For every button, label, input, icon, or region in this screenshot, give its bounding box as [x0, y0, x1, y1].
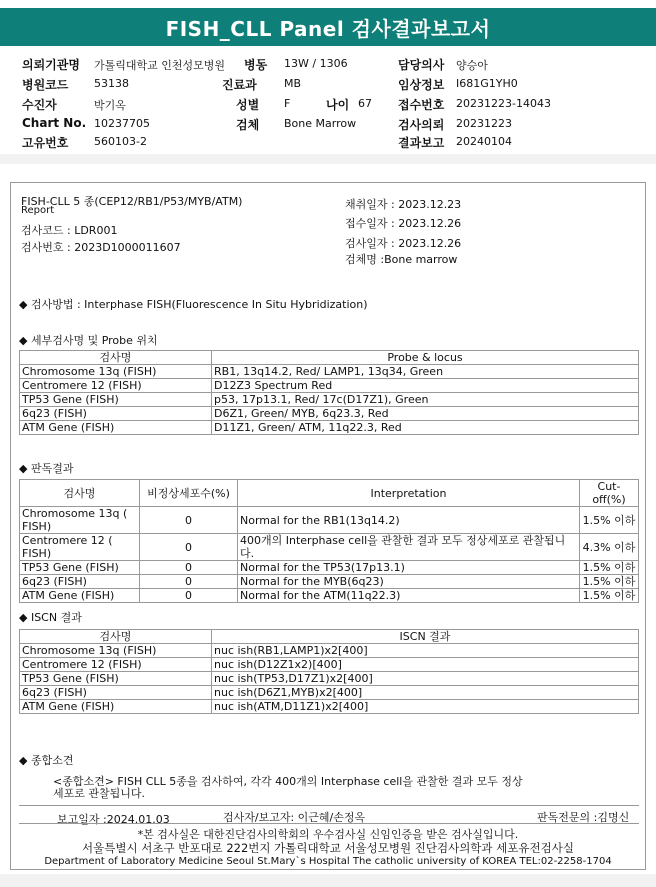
table-row [20, 686, 639, 700]
result-table [19, 479, 639, 603]
certification-text: *본 검사실은 대한진단검사의학회의 우수검사실 신임인증을 받은 검사실입니다. [137, 828, 519, 841]
table-cell: Chromosome 13q ( FISH) [20, 507, 140, 534]
table-cell: ATM Gene (FISH) [20, 421, 212, 435]
table-cell: nuc ish(ATM,D11Z1)x2[400] [212, 700, 639, 714]
column-header: 검사명 [20, 351, 212, 365]
footer-divider-2 [19, 823, 639, 824]
column-header: Probe & locus [212, 351, 639, 365]
request-label: 검사의뢰 [398, 118, 445, 132]
lab-department: Department of Laboratory Medicine Seoul St.Mary`s Hospital The catholic university of KOREA TEL:02-2258-1704 [44, 856, 612, 867]
table-cell: D12Z3 Spectrum Red [212, 379, 639, 393]
table-row [20, 575, 639, 589]
result-section-title: ◆ 판독결과 [19, 462, 74, 475]
unique-value: 560103-2 [94, 135, 147, 148]
ward-label: 병동 [244, 58, 268, 72]
clinical-label: 임상정보 [398, 78, 445, 92]
table-row [20, 365, 639, 379]
chart-value: 10237705 [94, 117, 150, 130]
table-cell: Normal for the RB1(13q14.2) [238, 507, 580, 534]
report-name-sub: Report [21, 205, 55, 216]
table-cell: TP53 Gene (FISH) [20, 561, 140, 575]
table-cell: Chromosome 13q (FISH) [20, 644, 212, 658]
dept-label: 진료과 [222, 78, 257, 92]
table-cell: Chromosome 13q (FISH) [20, 365, 212, 379]
column-header: Interpretation [238, 480, 580, 507]
sex-value: F [284, 97, 291, 110]
table-cell: 6q23 (FISH) [20, 575, 140, 589]
table-header-row [20, 630, 639, 644]
clinical-value: I681G1YH0 [456, 77, 518, 90]
specialist: 판독전문의 :김명신 [537, 811, 630, 824]
summary-text-line1: <종합소견> FISH CLL 5종을 검사하여, 각각 400개의 Interphase cell을 관찰한 결과 모두 정상 [53, 775, 523, 788]
table-cell: 1.5% 이하 [580, 575, 639, 589]
table-row [20, 379, 639, 393]
institution-label: 의뢰기관명 [22, 58, 80, 72]
table-row [20, 561, 639, 575]
table-row [20, 644, 639, 658]
iscn-section-title: ◆ ISCN 결과 [19, 611, 82, 624]
column-header: ISCN 결과 [212, 630, 639, 644]
collect-date: 채취일자 : 2023.12.23 [345, 198, 462, 211]
probe-section-title: ◆ 세부검사명 및 Probe 위치 [19, 334, 158, 347]
column-header: 검사명 [20, 480, 140, 507]
doctor-value: 양승아 [456, 59, 488, 72]
table-cell: RB1, 13q14.2, Red/ LAMP1, 13q34, Green [212, 365, 639, 379]
result-value: 20240104 [456, 135, 512, 148]
table-cell: 0 [140, 507, 238, 534]
table-row [20, 407, 639, 421]
table-cell: 1.5% 이하 [580, 589, 639, 603]
hospital-code-label: 병원코드 [22, 78, 69, 92]
result-label: 결과보고 [398, 136, 445, 150]
method-text: ◆ 검사방법 : Interphase FISH(Fluorescence In Situ Hybridization) [19, 298, 368, 311]
patient-value: 박기옥 [94, 99, 126, 112]
doctor-label: 담당의사 [398, 58, 445, 72]
receive-date: 접수일자 : 2023.12.26 [345, 217, 462, 230]
divider-band [0, 154, 656, 164]
table-cell: Normal for the MYB(6q23) [238, 575, 580, 589]
table-row [20, 507, 639, 534]
table-cell: 0 [140, 534, 238, 561]
table-cell: ATM Gene (FISH) [20, 589, 140, 603]
column-header: 검사명 [20, 630, 212, 644]
dept-value: MB [284, 77, 302, 90]
table-row [20, 534, 639, 561]
table-cell: p53, 17p13.1, Red/ 17c(D17Z1), Green [212, 393, 639, 407]
unique-label: 고유번호 [22, 136, 69, 150]
table-cell: 0 [140, 561, 238, 575]
table-cell: nuc ish(D6Z1,MYB)x2[400] [212, 686, 639, 700]
table-header-row [20, 480, 639, 507]
table-cell: 0 [140, 589, 238, 603]
table-cell: 6q23 (FISH) [20, 686, 212, 700]
report-name: FISH-CLL 5 종(CEP12/RB1/P53/MYB/ATM) [21, 195, 243, 208]
report-title: FISH_CLL Panel 검사결과보고서 [0, 8, 656, 46]
table-cell: nuc ish(RB1,LAMP1)x2[400] [212, 644, 639, 658]
table-cell: D11Z1, Green/ ATM, 11q22.3, Red [212, 421, 639, 435]
table-row [20, 393, 639, 407]
hospital-code-value: 53138 [94, 77, 129, 90]
table-cell: D6Z1, Green/ MYB, 6q23.3, Red [212, 407, 639, 421]
table-cell: ATM Gene (FISH) [20, 700, 212, 714]
patient-label: 수진자 [22, 98, 57, 112]
table-row [20, 700, 639, 714]
reporter: 검사자/보고자: 이근혜/손정옥 [223, 811, 366, 824]
probe-table [19, 350, 639, 435]
table-cell: 400개의 Interphase cell을 관찰한 결과 모두 정상세포로 관찰됩니다. [238, 534, 580, 561]
test-number: 검사번호 : 2023D1000011607 [21, 241, 181, 254]
column-header: Cut-off(%) [580, 480, 639, 507]
table-cell: Centromere 12 ( FISH) [20, 534, 140, 561]
sex-label: 성별 [236, 98, 260, 112]
table-cell: 1.5% 이하 [580, 507, 639, 534]
request-value: 20231223 [456, 117, 512, 130]
specimen-value: Bone Marrow [284, 117, 357, 130]
table-cell: Centromere 12 (FISH) [20, 379, 212, 393]
table-row [20, 672, 639, 686]
table-header-row [20, 351, 639, 365]
lab-address: 서울특별시 서초구 반포대로 222번지 가톨릭대학교 서울성모병원 진단검사의학과 세포유전검사실 [82, 841, 574, 855]
table-cell: 6q23 (FISH) [20, 407, 212, 421]
table-cell: TP53 Gene (FISH) [20, 393, 212, 407]
table-cell: Normal for the TP53(17p13.1) [238, 561, 580, 575]
table-cell: TP53 Gene (FISH) [20, 672, 212, 686]
age-value: 67 [358, 97, 372, 110]
receipt-label: 접수번호 [398, 98, 445, 112]
report-box [10, 182, 646, 870]
summary-section-title: ◆ 종합소견 [19, 754, 74, 767]
footer-divider [19, 805, 639, 806]
table-cell: nuc ish(TP53,D17Z1)x2[400] [212, 672, 639, 686]
table-row [20, 421, 639, 435]
bottom-band [0, 874, 656, 887]
table-cell: Normal for the ATM(11q22.3) [238, 589, 580, 603]
report-date: 보고일자 :2024.01.03 [57, 813, 170, 826]
test-date: 검사일자 : 2023.12.26 [345, 237, 462, 250]
ward-value: 13W / 1306 [284, 57, 348, 70]
table-cell: 1.5% 이하 [580, 561, 639, 575]
test-code: 검사코드 : LDR001 [21, 224, 118, 237]
table-cell: 4.3% 이하 [580, 534, 639, 561]
institution-value: 가톨릭대학교 인천성모병원 [94, 59, 226, 72]
age-label: 나이 [326, 98, 350, 112]
column-header: 비정상세포수(%) [140, 480, 238, 507]
specimen-label: 검체 [236, 118, 260, 132]
table-cell: 0 [140, 575, 238, 589]
specimen-name: 검체명 :Bone marrow [345, 253, 458, 266]
summary-text-line2: 세포로 관찰됩니다. [53, 787, 146, 800]
table-cell: Centromere 12 (FISH) [20, 658, 212, 672]
table-row [20, 589, 639, 603]
receipt-value: 20231223-14043 [456, 97, 551, 110]
iscn-table [19, 629, 639, 714]
table-cell: nuc ish(D12Z1x2)[400] [212, 658, 639, 672]
chart-label: Chart No. [22, 116, 87, 130]
table-row [20, 658, 639, 672]
